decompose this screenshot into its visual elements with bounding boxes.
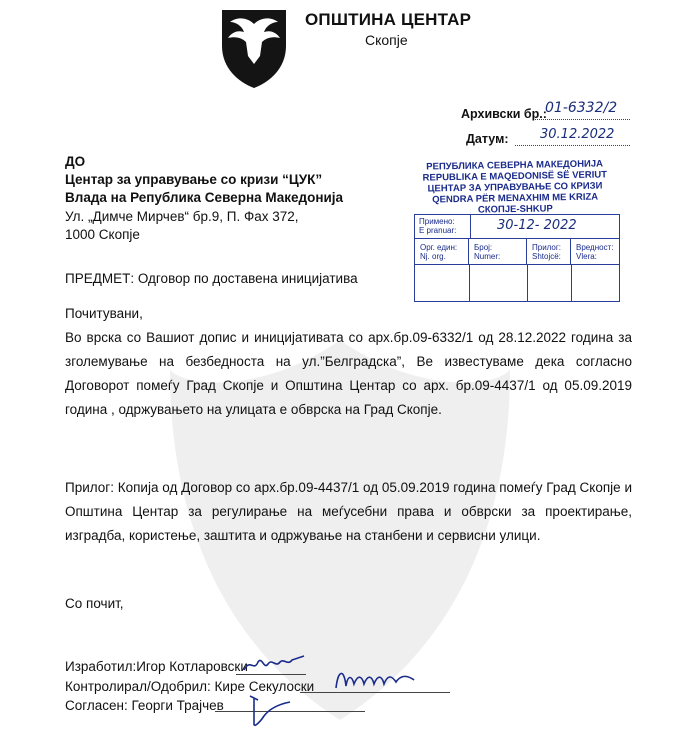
stamp-line: СКОПЈЕ-SHKUP [477,203,553,216]
coat-of-arms-logo [218,4,290,90]
date-line [515,145,630,146]
stamp-received-label: Примено: E pranuar: [415,215,471,239]
greeting: Почитувани, [65,306,143,321]
stamp-cell [527,265,572,301]
org-name: ОПШТИНА ЦЕНТАР [305,10,472,29]
stamp-cell [469,265,528,301]
signature-sekuloski [330,662,420,696]
stamp-line: РЕПУБЛИКА СЕВЕРНА МАКЕДОНИЈА [426,158,604,173]
stamp-received-value: 30-12- 2022 [471,215,619,239]
recipient-city: 1000 Скопје [65,227,140,242]
stamp-line: REPUBLIKA E MAQEDONISË SË VERIUT [422,169,608,184]
recipient-address: Ул. „Димче Мирчев“ бр.9, П. Фах 372, [65,209,299,224]
stamp-cell [415,265,470,301]
recipient-label: ДО [65,154,86,169]
stamp-line: QENDRA PËR MENAXHIM ME KRIZA [432,191,599,206]
org-city: Скопје [365,32,408,48]
signature-kotlarovski [240,650,310,678]
stamp-col-org: Орг. един: Nj. org. [415,239,469,265]
stamp-col-value: Вредност: Vlera: [571,239,619,265]
closing: Со почит, [65,596,124,611]
stamp-table [414,214,620,302]
stamp-col-number: Број: Numer: [469,239,527,265]
stamp-line: ЦЕНТАР ЗА УПРАВУВАЊЕ СО КРИЗИ [427,180,603,195]
stamp-col-attachment: Прилог: Shtojcë: [527,239,571,265]
agreed-by: Согласен: Георги Трајчев [65,698,224,713]
archive-number-label: Архивски бр.: [461,107,547,121]
signature-trajchev [240,690,300,730]
archive-number-line [535,119,630,120]
recipient-line: Центар за управување со кризи “ЦУК” [65,172,323,187]
controlled-by: Контролирал/Одобрил: Кире Секулоски [65,679,315,694]
attachment-paragraph: Прилог: Копија од Договор со арх.бр.09-4437/1 од 05.09.2019 година помеѓу Град Скопје и Општина Центар за регулирање на меѓусебни права и обврски за проектирање, изградба, користење, заштита и одржување на станбени и сервисни улици. [65,480,632,543]
prepared-by: Изработил:Игор Котларовски [65,659,248,674]
stamp-cell [571,265,619,301]
date-value: 30.12.2022 [540,127,615,142]
received-stamp [410,158,621,217]
body-paragraph: Во врска со Вашиот допис и иницијативата со арх.бр.09-6332/1 од 28.12.2022 година за зголемување на безбедноста на ул.”Белградска”, Ве известуваме дека согласно Договорот помеѓу Град Скопје и Општина Центар со арх. бр.09-4437/1 од 05.09.2019 година , одржувањето на улицата е обврска на Град Скопје. [65,330,632,417]
archive-number-value: 01-6332/2 [545,100,618,116]
recipient-line: Влада на Република Северна Македонија [65,190,344,205]
subject-line: ПРЕДМЕТ: Одговор по доставена иницијатива [65,271,358,286]
date-label: Датум: [466,132,509,146]
